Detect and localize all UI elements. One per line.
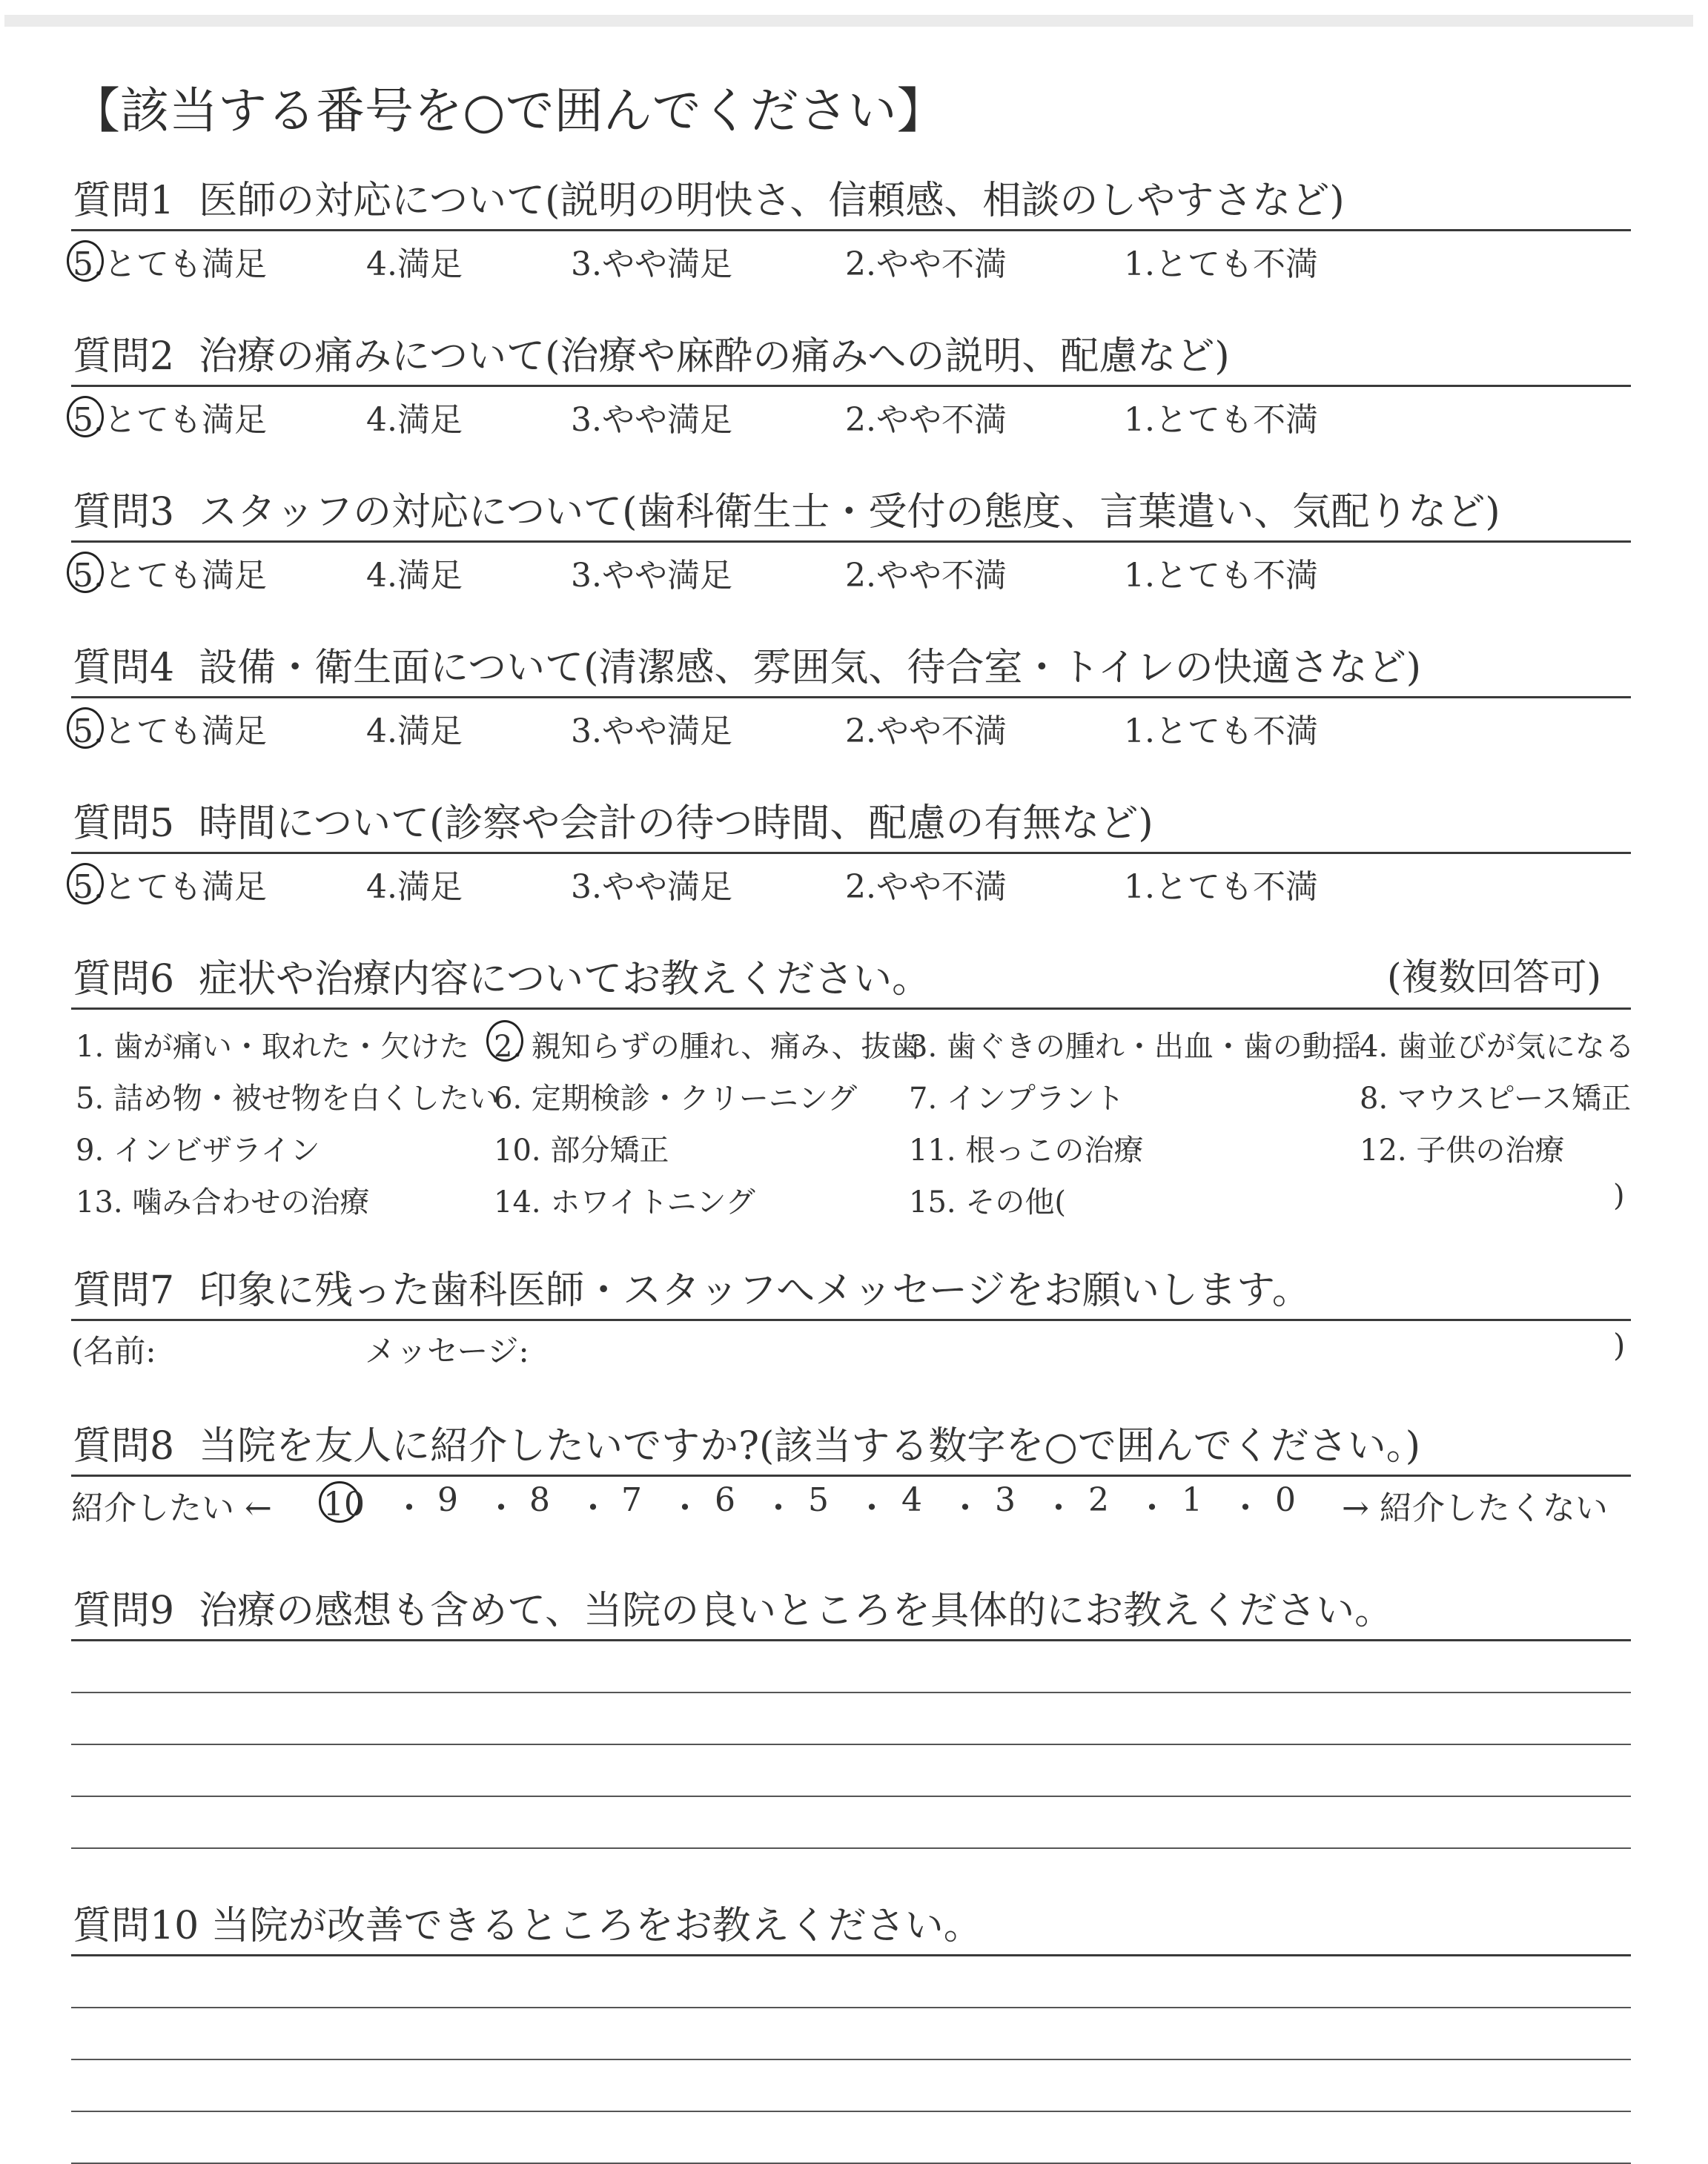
option-satisfied[interactable]: 4.満足 [366,557,463,595]
question-text: スタッフの対応について(歯科衛生士・受付の態度、言葉遣い、気配りなど) [199,490,1500,535]
question-label: 質問9 [73,1589,175,1633]
answer-lines[interactable] [71,1641,1631,1849]
scale-right-label: → 紹介したくない [1342,1489,1608,1527]
option-somewhat-satisfied[interactable]: 3.やや満足 [571,245,732,283]
option-satisfied[interactable]: 4.満足 [366,401,463,439]
scale-dot: ・ [393,1489,426,1527]
option-very-dissatisfied[interactable]: 1.とても不満 [1124,557,1318,595]
option-very-satisfied[interactable]: 5.とても満足 [73,704,267,752]
question-label: 質問1 [73,179,175,223]
option-satisfied[interactable]: 4.満足 [366,868,463,906]
rating-options [71,854,1631,906]
scale-9[interactable]: 9 [437,1481,458,1519]
question-text: 時間について(診察や会計の待つ時間、配慮の有無など) [199,801,1153,846]
scale-0[interactable]: 0 [1275,1481,1296,1519]
scale-5[interactable]: 5 [808,1481,829,1519]
question-3 [71,480,1631,595]
answer-line[interactable] [71,1745,1631,1797]
question-label: 質問8 [73,1424,175,1469]
question-label: 質問6 [73,957,175,1002]
option-bite-treatment[interactable]: 13. 噛み合わせの治療 [76,1185,370,1220]
option-wisdom-tooth[interactable]: 2. 親知らずの腫れ、痛み、抜歯 [494,1023,921,1065]
scale-dot: ・ [1042,1489,1075,1527]
question-title [71,325,1631,380]
question-label: 質問5 [73,801,175,846]
option-somewhat-dissatisfied[interactable]: 2.やや不満 [845,557,1007,595]
option-very-satisfied[interactable]: 5.とても満足 [73,393,267,440]
option-partial-orthodontics[interactable]: 10. 部分矯正 [494,1134,669,1168]
option-checkup-cleaning[interactable]: 6. 定期検診・クリーニング [494,1082,858,1116]
option-child-treatment[interactable]: 12. 子供の治療 [1360,1134,1565,1168]
question-9 [71,1579,1631,1849]
scale-6[interactable]: 6 [715,1481,735,1519]
option-very-dissatisfied[interactable]: 1.とても不満 [1124,245,1318,283]
scale-7[interactable]: 7 [621,1481,642,1519]
answer-lines[interactable] [71,1956,1631,2164]
question-text: 当院が改善できるところをお教えください。 [211,1904,982,1948]
question-text: 当院を友人に紹介したいですか?(該当する数字を○で囲んでください。) [199,1424,1420,1469]
scale-4[interactable]: 4 [901,1481,922,1519]
question-1 [71,169,1631,283]
question-title [71,947,1631,1003]
option-somewhat-dissatisfied[interactable]: 2.やや不満 [845,401,1007,439]
question-text: 設備・衛生面について(清潔感、雰囲気、待合室・トイレの快適さなど) [199,646,1422,690]
question-10 [71,1894,1631,2164]
scale-dot: ・ [1229,1489,1262,1527]
scale-3[interactable]: 3 [995,1481,1016,1519]
rating-options [71,543,1631,595]
answer-line[interactable] [71,1956,1631,2008]
option-implant[interactable]: 7. インプラント [909,1082,1125,1116]
question-label: 質問3 [73,490,175,535]
multiple-answers-note: (複数回答可) [1386,956,1601,999]
answer-line[interactable] [71,2008,1631,2060]
question-5 [71,792,1631,906]
question-title [71,1579,1631,1635]
question-2 [71,325,1631,439]
message-row [71,1321,1631,1369]
selection-circle [67,396,104,437]
option-aligner[interactable]: 8. マウスピース矯正 [1360,1082,1632,1116]
treatment-options [71,1010,1635,1225]
scale-8[interactable]: 8 [529,1481,550,1519]
selection-circle [67,707,104,749]
option-very-satisfied[interactable]: 5.とても満足 [73,860,267,907]
option-whitening[interactable]: 14. ホワイトニング [494,1185,755,1220]
option-tooth-alignment[interactable]: 4. 歯並びが気になる [1360,1030,1635,1064]
answer-line[interactable] [71,1641,1631,1693]
scale-dot: ・ [949,1489,982,1527]
rating-options [71,698,1631,750]
question-title [71,636,1631,692]
scale-dot: ・ [1136,1489,1168,1527]
option-very-satisfied[interactable]: 5.とても満足 [73,237,267,285]
name-field-label[interactable]: (名前: [71,1333,156,1369]
option-very-satisfied[interactable]: 5.とても満足 [73,549,267,596]
question-title [71,169,1631,225]
option-very-dissatisfied[interactable]: 1.とても不満 [1124,868,1318,906]
scale-left-label: 紹介したい ← [71,1489,272,1527]
question-6 [71,947,1635,1225]
answer-line[interactable] [71,1693,1631,1745]
option-somewhat-dissatisfied[interactable]: 2.やや不満 [845,712,1007,750]
scale-dot: ・ [855,1489,888,1527]
question-text: 治療の痛みについて(治療や麻酔の痛みへの説明、配慮など) [199,334,1230,379]
question-8 [71,1414,1631,1527]
option-very-dissatisfied[interactable]: 1.とても不満 [1124,712,1318,750]
option-other-close: ) [1613,1179,1625,1213]
question-label: 質問4 [73,646,175,690]
selection-circle [486,1020,523,1062]
option-toothache[interactable]: 1. 歯が痛い・取れた・欠けた [76,1030,469,1064]
scale-dot: ・ [485,1489,517,1527]
question-4 [71,636,1631,750]
option-somewhat-satisfied[interactable]: 3.やや満足 [571,401,732,439]
question-title [71,1259,1631,1314]
scale-dot: ・ [762,1489,795,1527]
scale-dot: ・ [669,1489,701,1527]
question-title [71,1414,1631,1470]
option-somewhat-satisfied[interactable]: 3.やや満足 [571,868,732,906]
question-title [71,1894,1631,1950]
rating-options [71,231,1631,283]
scale-1[interactable]: 1 [1182,1481,1202,1519]
message-close: ) [1613,1327,1626,1363]
question-text: 治療の感想も含めて、当院の良いところを具体的にお教えください。 [199,1589,1394,1633]
page-title: 【該当する番号を○で囲んでください】 [71,82,946,139]
option-invisalign[interactable]: 9. インビザライン [76,1134,320,1168]
selection-circle [67,240,104,282]
question-text: 症状や治療内容についてお教えください。 [199,957,931,1002]
question-text: 医師の対応について(説明の明快さ、信頼感、相談のしやすさなど) [199,179,1345,223]
question-7 [71,1259,1631,1369]
question-title [71,792,1631,847]
option-very-dissatisfied[interactable]: 1.とても不満 [1124,401,1318,439]
question-label: 質問10 [73,1904,199,1948]
scan-edge [4,15,1693,27]
option-other[interactable]: 15. その他( [909,1185,1066,1220]
message-field-label[interactable]: メッセージ: [365,1333,529,1369]
option-white-fillings[interactable]: 5. 詰め物・被せ物を白くしたい [76,1082,499,1116]
answer-line[interactable] [71,1797,1631,1849]
option-satisfied[interactable]: 4.満足 [366,245,463,283]
scale-dot: ・ [577,1489,609,1527]
option-satisfied[interactable]: 4.満足 [366,712,463,750]
option-gum-swelling[interactable]: 3. 歯ぐきの腫れ・出血・歯の動揺 [909,1030,1362,1064]
option-somewhat-satisfied[interactable]: 3.やや満足 [571,712,732,750]
question-label: 質問2 [73,334,175,379]
selection-circle [67,552,104,593]
option-somewhat-dissatisfied[interactable]: 2.やや不満 [845,868,1007,906]
recommend-scale: 紹介したい ← 10 ・ 9 ・ 8 ・ 7 ・ 6 ・ 5 ・ 4 ・ 3 ・ 2 ・ 1 ・ 0 → 紹介したくない [71,1481,1608,1527]
answer-line[interactable] [71,2060,1631,2112]
option-root-canal[interactable]: 11. 根っこの治療 [909,1134,1144,1168]
question-label: 質問7 [73,1268,175,1313]
answer-line[interactable] [71,2112,1631,2164]
option-somewhat-satisfied[interactable]: 3.やや満足 [571,557,732,595]
question-text: 印象に残った歯科医師・スタッフへメッセージをお願いします。 [199,1268,1311,1313]
option-somewhat-dissatisfied[interactable]: 2.やや不満 [845,245,1007,283]
scale-2[interactable]: 2 [1088,1481,1109,1519]
selection-circle [67,863,104,904]
rating-options [71,387,1631,439]
question-title [71,480,1631,536]
